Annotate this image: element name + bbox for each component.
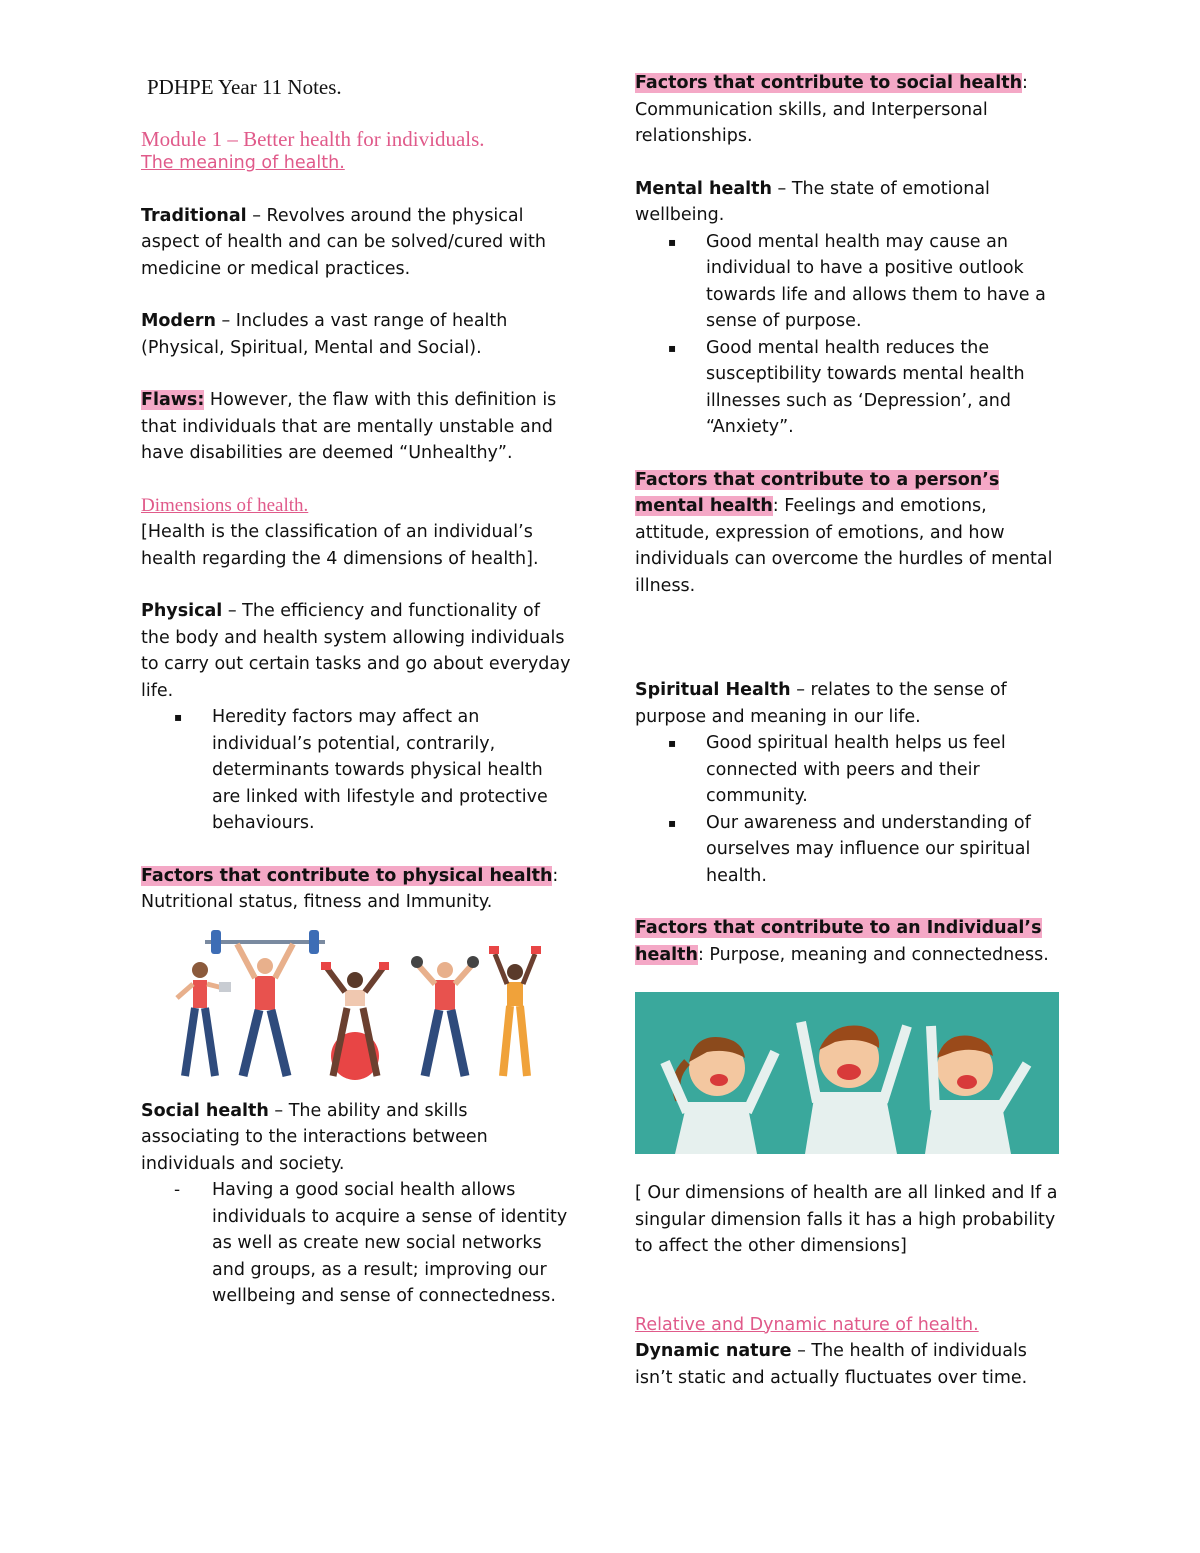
person-3-ball-figure <box>321 962 389 1080</box>
right-column <box>635 70 1060 1391</box>
dimensions-heading: Dimensions of health. <box>141 494 309 516</box>
mental-bullet-list <box>635 229 1060 441</box>
social-factors-label: Factors that contribute to social health <box>635 73 1023 93</box>
list-item: ▪ Good mental health reduces the susceptibility towards mental health illnesses such as ‘Depression’, and “Anxiety”. <box>635 335 1060 441</box>
social-term: Social health <box>141 1100 269 1121</box>
spiritual-paragraph: Spiritual Health – relates to the sense of purpose and meaning in our life. <box>635 680 1007 727</box>
person-5-figure <box>489 946 541 1076</box>
physical-term: Physical <box>141 601 223 621</box>
social-paragraph: Social health – The ability and skills associating to the interactions between individuals and society. <box>141 1100 488 1174</box>
spiritual-factors-paragraph: Factors that contribute to an Individual’s health: Purpose, meaning and connectedness. <box>635 918 1049 965</box>
flaws-term: Flaws: <box>141 390 205 410</box>
physical-bullet-list <box>141 704 571 837</box>
spiritual-factors-label: Factors that contribute to an Individual’s health <box>635 918 1042 965</box>
meaning-heading: The meaning of health. <box>141 153 345 173</box>
left-column <box>141 70 571 1310</box>
dynamic-term: Dynamic nature <box>635 1341 792 1361</box>
person-1-figure <box>177 962 231 1076</box>
list-item: ▪ Good mental health may cause an individual to have a positive outlook towards life and allows them to have a sense of purpose. <box>635 229 1060 335</box>
happy-children-illustration <box>635 992 1059 1154</box>
physical-paragraph: Physical – The efficiency and functionality of the body and health system allowing individuals to carry out certain tasks and go about everyday life. <box>141 601 571 701</box>
physical-factors-paragraph: Factors that contribute to physical health: Nutritional status, fitness and Immunity. <box>141 865 559 912</box>
spiritual-term: Spiritual Health <box>635 680 791 700</box>
linked-dimensions-text: [ Our dimensions of health are all linked and If a singular dimension falls it has a high probability to affect the other dimensions] <box>635 1183 1058 1256</box>
traditional-term: Traditional <box>141 205 247 226</box>
modern-paragraph: Modern – Includes a vast range of health (Physical, Spiritual, Mental and Social). <box>141 311 508 358</box>
dimensions-text: [Health is the classification of an individual’s health regarding the 4 dimensions of health]. <box>141 522 539 569</box>
person-4-dumbbell-figure <box>411 956 479 1076</box>
social-bullet-list <box>141 1177 571 1310</box>
mental-factors-label: Factors that contribute to a person’s mental health <box>635 469 1000 516</box>
social-factors-paragraph: Factors that contribute to social health: Communication skills, and Interpersonal relationships. <box>635 73 1028 146</box>
exercise-people-illustration <box>155 928 555 1088</box>
document-title: PDHPE Year 11 Notes. <box>147 75 342 99</box>
list-item: ▪ Heredity factors may affect an individual’s potential, contrarily, determinants towards physical health are linked with lifestyle and protective behaviours. <box>141 704 571 837</box>
mental-paragraph: Mental health – The state of emotional wellbeing. <box>635 178 990 225</box>
flaws-paragraph: Flaws: However, the flaw with this definition is that individuals that are mentally unstable and have disabilities are deemed “Unhealthy”. <box>141 390 557 463</box>
dynamic-paragraph: Dynamic nature – The health of individuals isn’t static and actually fluctuates over time. <box>635 1341 1028 1388</box>
traditional-paragraph: Traditional – Revolves around the physical aspect of health and can be solved/cured with medicine or medical practices. <box>141 205 546 279</box>
physical-factors-label: Factors that contribute to physical health <box>141 865 553 886</box>
relative-dynamic-heading: Relative and Dynamic nature of health. <box>635 1314 979 1335</box>
list-item: ▪ Our awareness and understanding of ourselves may influence our spiritual health. <box>635 810 1060 890</box>
modern-term: Modern <box>141 311 216 331</box>
person-2-barbell-figure <box>205 930 325 1076</box>
module-title: Module 1 – Better health for individuals. <box>141 127 485 151</box>
mental-factors-paragraph: Factors that contribute to a person’s mental health: Feelings and emotions, attitude, expression of emotions, and how individuals can overcome the hurdles of mental illness. <box>635 469 1053 596</box>
spiritual-bullet-list <box>635 730 1060 889</box>
list-item: - Having a good social health allows individuals to acquire a sense of identity as well as create new social networks and groups, as a result; improving our wellbeing and sense of connectedness. <box>141 1177 571 1310</box>
mental-term: Mental health <box>635 178 772 199</box>
list-item: ▪ Good spiritual health helps us feel connected with peers and their community. <box>635 730 1060 810</box>
